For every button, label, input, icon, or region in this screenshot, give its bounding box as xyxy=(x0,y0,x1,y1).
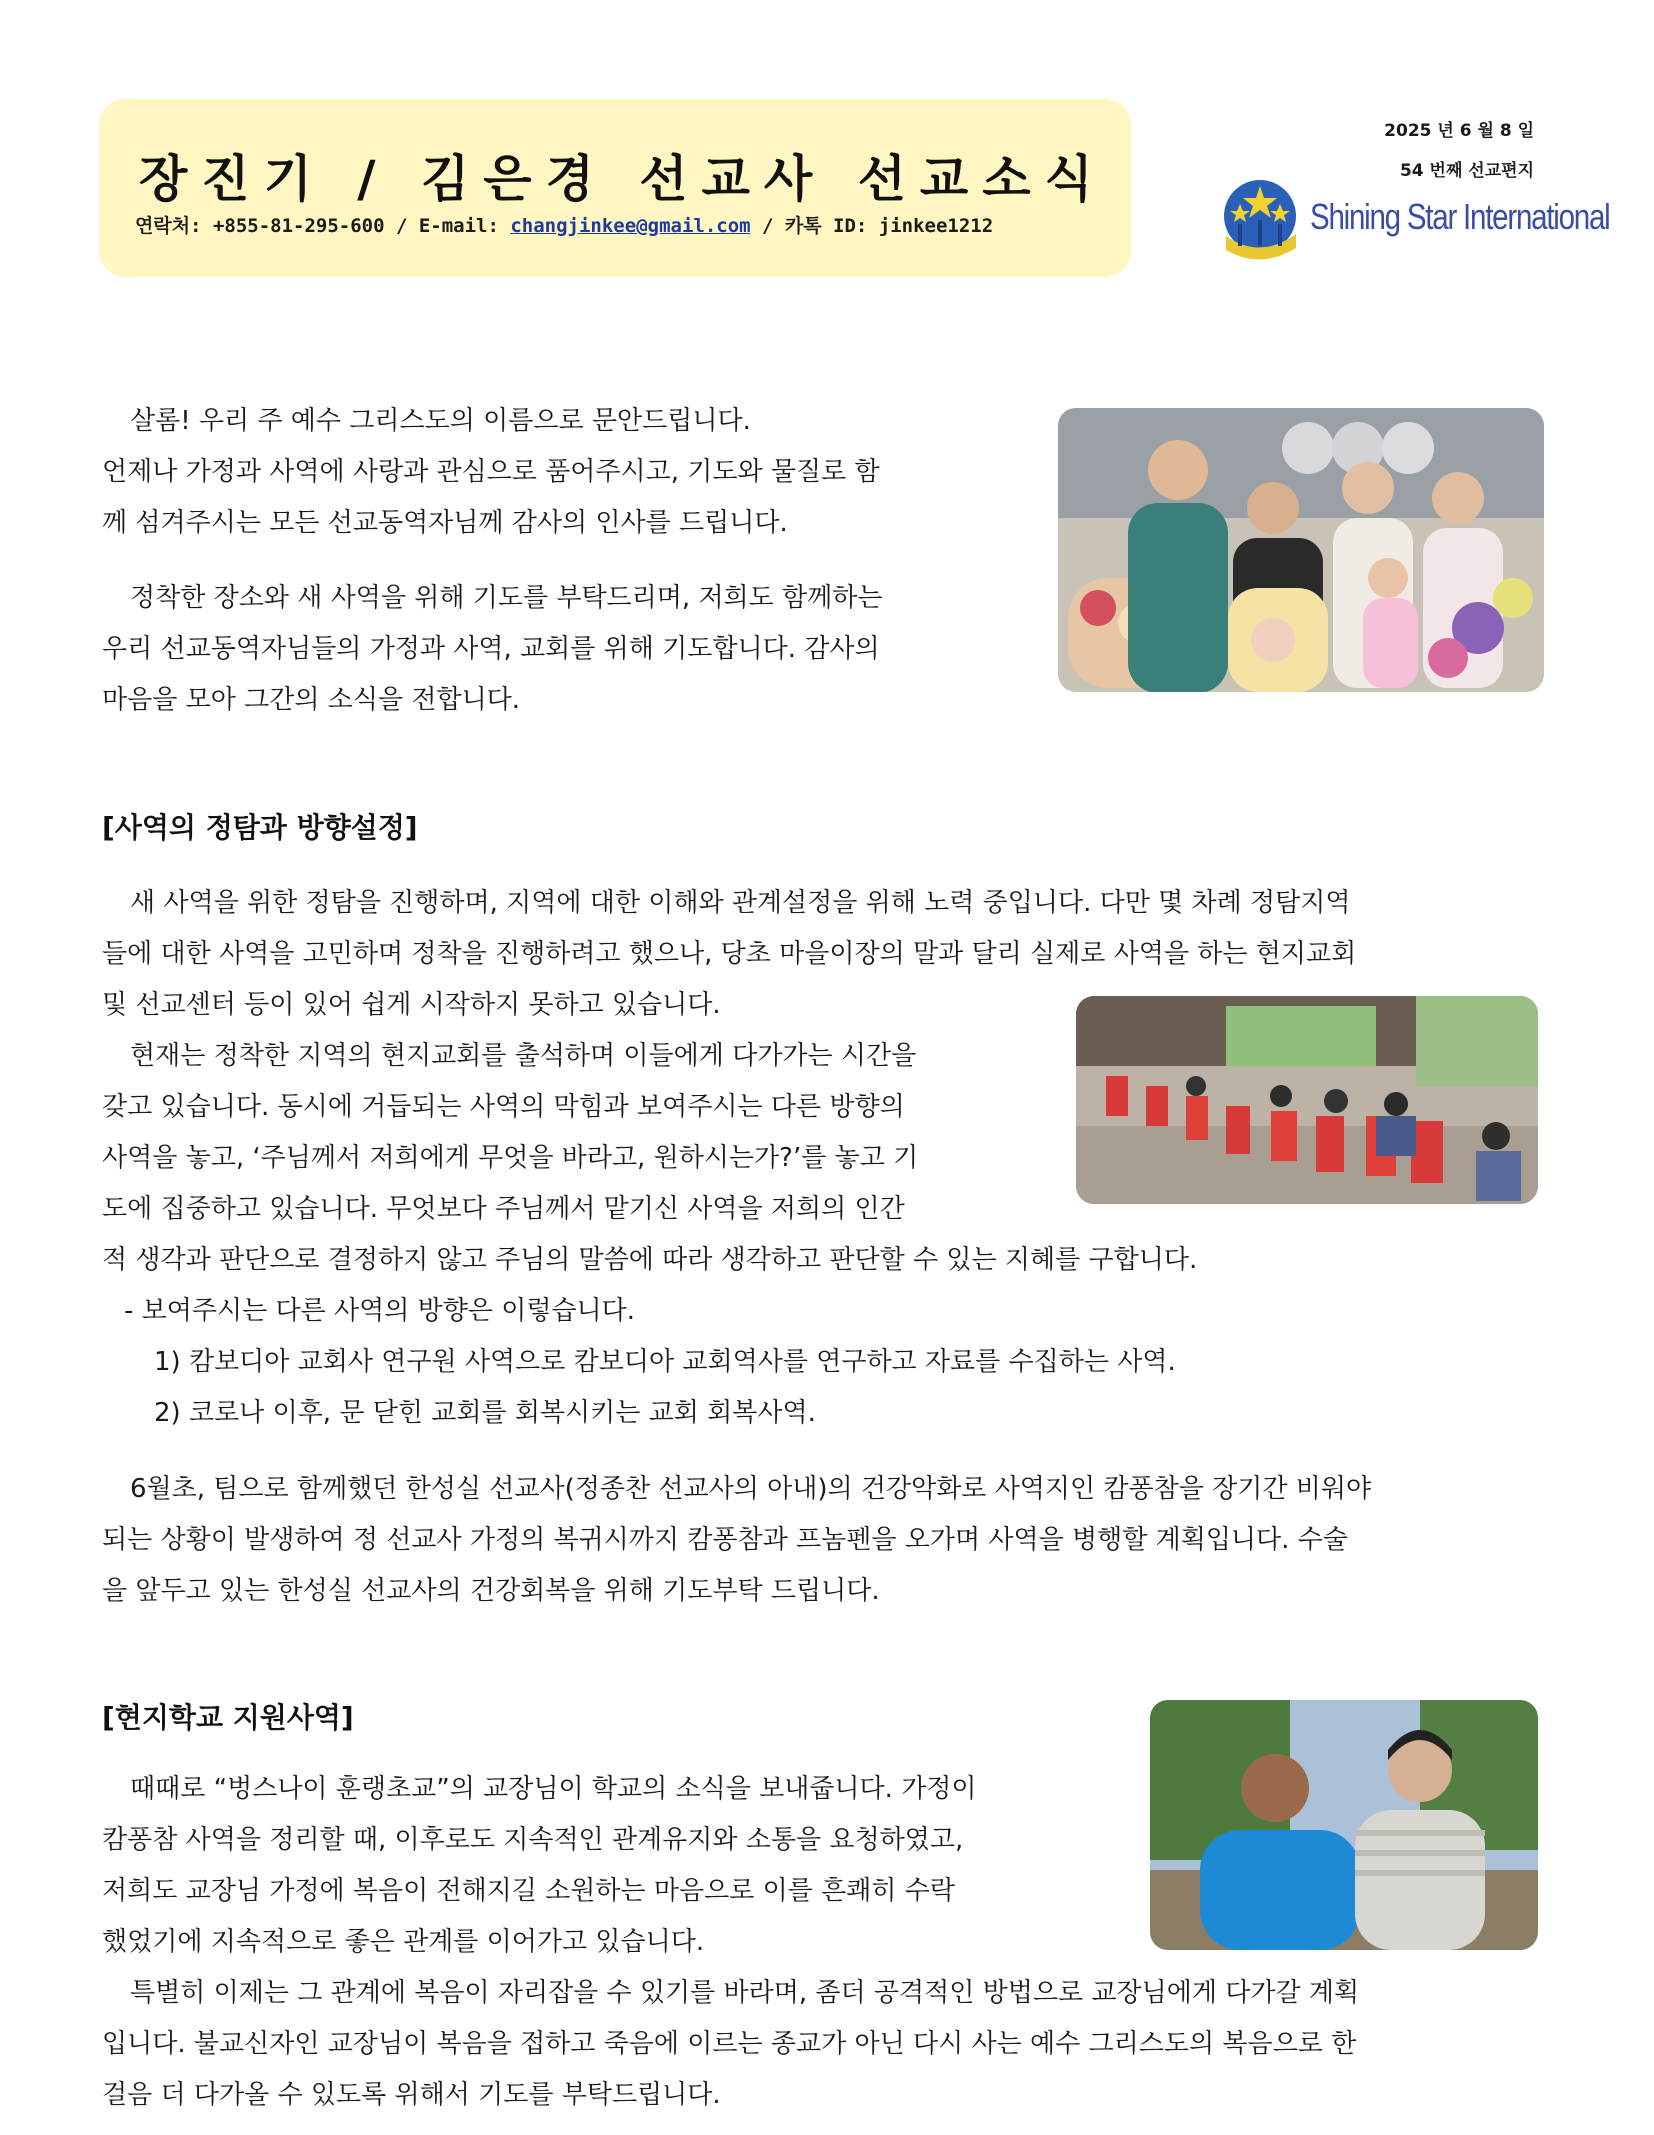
text-line: 및 선교센터 등이 있어 쉽게 시작하지 못하고 있습니다. xyxy=(102,990,721,1020)
section1-paragraph-2-continued xyxy=(102,1235,1552,1439)
text-line: 정착한 장소와 새 사역을 위해 기도를 부탁드리며, 저희도 함께하는 xyxy=(130,583,883,613)
contact-line xyxy=(135,211,1125,238)
section2-paragraph-1 xyxy=(102,1764,1112,1968)
text-line: 마음을 모아 그간의 소식을 전합니다. xyxy=(102,685,521,715)
text-line: 들에 대한 사역을 고민하며 정착을 진행하려고 했으나, 당초 마을이장의 말과 달리 실제로 사역을 하는 현지교회 xyxy=(102,939,1357,969)
text-line: 현재는 정착한 지역의 현지교회를 출석하며 이들에게 다가가는 시간을 xyxy=(130,1041,917,1071)
principal-photo xyxy=(1150,1700,1538,1950)
intro-paragraph-1 xyxy=(102,396,1022,549)
org-logo xyxy=(1220,178,1610,264)
list-item: 2) 코로나 이후, 문 닫힌 교회를 회복시키는 교회 회복사역. xyxy=(154,1398,816,1428)
contact-suffix: / 카톡 ID: jinkee1212 xyxy=(750,215,994,237)
section-heading-school-support: [현지학교 지원사역] xyxy=(102,1701,354,1734)
text-line: 캄퐁참 사역을 정리할 때, 이후로도 지속적인 관계유지와 소통을 요청하였고, xyxy=(102,1825,964,1855)
header-banner xyxy=(99,99,1131,277)
text-line: 6월초, 팀으로 함께했던 한성실 선교사(정종찬 선교사의 아내)의 건강악화로 사역지인 캄퐁참을 장기간 비워야 xyxy=(130,1474,1372,1504)
list-item: 1) 캄보디아 교회사 연구원 사역으로 캄보디아 교회역사를 연구하고 자료를 수집하는 사역. xyxy=(154,1347,1176,1377)
text-line: 을 앞두고 있는 한성실 선교사의 건강회복을 위해 기도부탁 드립니다. xyxy=(102,1576,880,1606)
text-line: 살롬! 우리 주 예수 그리스도의 이름으로 문안드립니다. xyxy=(130,406,751,436)
text-line: 도에 집중하고 있습니다. 무엇보다 주님께서 맡기신 사역을 저희의 인간 xyxy=(102,1194,905,1224)
contact-prefix: 연락처: +855-81-295-600 / E-mail: xyxy=(135,215,511,237)
text-line: 언제나 가정과 사역에 사랑과 관심으로 품어주시고, 기도와 물질로 함 xyxy=(102,457,880,487)
church-meeting-photo xyxy=(1076,996,1538,1204)
section-heading-ministry-direction: [사역의 정탐과 방향설정] xyxy=(102,811,418,844)
text-line: 때때로 “벙스나이 훈랭초교”의 교장님이 학교의 소식을 보내줍니다. 가정이 xyxy=(130,1774,977,1804)
email-link[interactable]: changjinkee@gmail.com xyxy=(510,215,751,237)
text-line: 적 생각과 판단으로 결정하지 않고 주님의 말씀에 따라 생각하고 판단할 수 있는 지혜를 구합니다. xyxy=(102,1245,1198,1275)
section1-paragraph-2 xyxy=(102,1031,1042,1235)
org-name: Shining Star International xyxy=(1310,196,1610,237)
family-photo xyxy=(1058,408,1544,692)
page-title: 장진기 / 김은경 선교사 선교소식 xyxy=(139,149,1107,208)
text-line: 새 사역을 위한 정탐을 진행하며, 지역에 대한 이해와 관계설정을 위해 노력 중입니다. 다만 몇 차례 정탐지역 xyxy=(130,888,1351,918)
shining-star-logo-icon xyxy=(1220,178,1304,264)
section1-paragraph-3 xyxy=(102,1464,1552,1617)
text-line: 갖고 있습니다. 동시에 거듭되는 사역의 막힘과 보여주시는 다른 방향의 xyxy=(102,1092,905,1122)
text-line: 했었기에 지속적으로 좋은 관계를 이어가고 있습니다. xyxy=(102,1927,705,1957)
intro-paragraph-2 xyxy=(102,573,1022,726)
list-intro: - 보여주시는 다른 사역의 방향은 이렇습니다. xyxy=(124,1296,636,1326)
text-line: 저희도 교장님 가정에 복음이 전해지길 소원하는 마음으로 이를 흔쾌히 수락 xyxy=(102,1876,955,1906)
section2-paragraph-2 xyxy=(102,1968,1552,2121)
text-line: 사역을 놓고, ‘주님께서 저희에게 무엇을 바라고, 원하시는가?’를 놓고 기 xyxy=(102,1143,919,1173)
text-line: 우리 선교동역자님들의 가정과 사역, 교회를 위해 기도합니다. 감사의 xyxy=(102,634,880,664)
text-line: 께 섬겨주시는 모든 선교동역자님께 감사의 인사를 드립니다. xyxy=(102,508,788,538)
text-line: 걸음 더 다가올 수 있도록 위해서 기도를 부탁드립니다. xyxy=(102,2080,721,2110)
letter-date: 2025 년 6 월 8 일 xyxy=(1384,121,1534,141)
text-line: 입니다. 불교신자인 교장님이 복음을 접하고 죽음에 이르는 종교가 아닌 다시 사는 예수 그리스도의 복음으로 한 xyxy=(102,2029,1357,2059)
letter-number: 54 번째 선교편지 xyxy=(1399,161,1534,181)
text-line: 특별히 이제는 그 관계에 복음이 자리잡을 수 있기를 바라며, 좀더 공격적인 방법으로 교장님에게 다가갈 계획 xyxy=(130,1978,1360,2008)
text-line: 되는 상황이 발생하여 정 선교사 가정의 복귀시까지 캄퐁참과 프놈펜을 오가며 사역을 병행할 계획입니다. 수술 xyxy=(102,1525,1348,1555)
